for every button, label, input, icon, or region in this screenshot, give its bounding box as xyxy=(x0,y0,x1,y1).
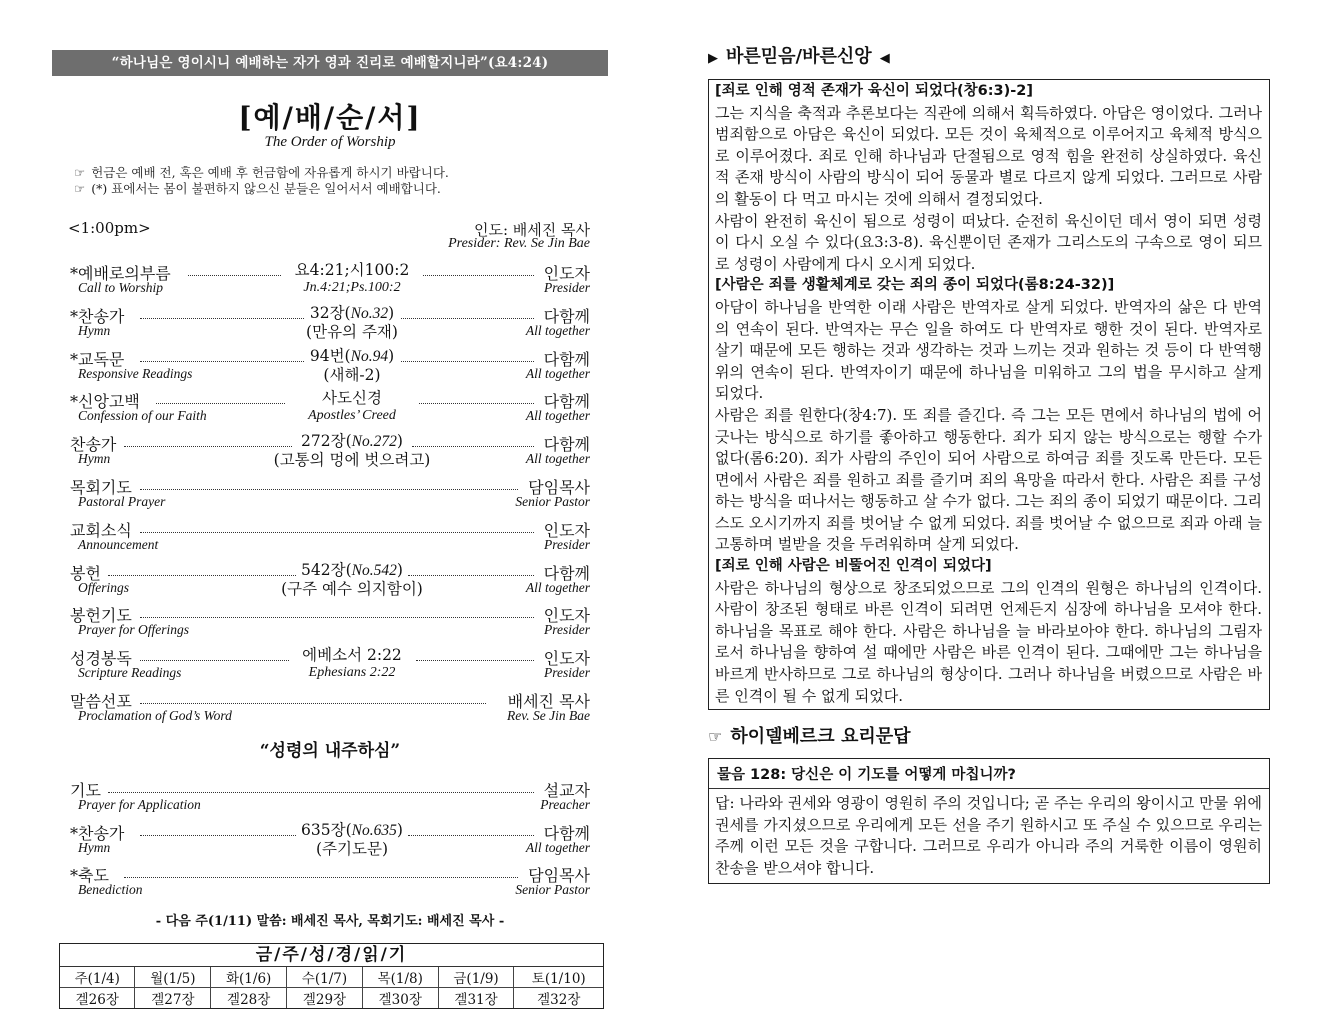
order-item-leader-english: All together xyxy=(525,579,590,595)
bulletin-right-panel xyxy=(708,44,1270,884)
worship-order-row xyxy=(52,432,608,475)
catechism-box xyxy=(708,758,1270,883)
order-item-leader-korean: 인도자 xyxy=(543,520,590,540)
reading-chapter-cell: 겔28장 xyxy=(211,988,287,1009)
order-item-detail: 에베소서 2:22 Ephesians 2:22 xyxy=(302,646,402,681)
order-item-detail: 635장(No.635) (주기도문) xyxy=(301,820,403,858)
order-item-leader-english: Presider xyxy=(544,665,590,681)
article-paragraph: 사람은 하나님의 형상으로 창조되었으므로 그의 인격의 원형은 하나님의 인격이다. 사람이 창조된 형태로 바른 인격이 되려면 언제든지 심장에 하나님을 모셔야 한다. 하나님을 목표로 해야 한다. 사람은 하나님을 늘 바라보아야 한다. 하나님의 그림자로서 하나님을 향하여 설 때에만 사람은 바른 인격이 된다. 그때에만 그는 하나님을 바르게 반사하므로 그로 하나님의 형상이다. 그러나 하나님을 버렸으므로 사람은 바른 인격이 될 수 없게 되었다. xyxy=(715,578,1262,705)
table-row xyxy=(60,967,603,988)
dotted-leader xyxy=(401,361,535,362)
worship-order-row xyxy=(52,646,608,689)
order-item-leader-english: Presider xyxy=(544,622,590,638)
dotted-leader xyxy=(124,877,518,878)
worship-order-row xyxy=(52,475,608,518)
order-item-english: Pastoral Prayer xyxy=(78,493,166,509)
order-item-leader-korean: 인도자 xyxy=(543,264,590,283)
order-item-leader-korean: 인도자 xyxy=(543,649,590,669)
reading-chapter-cell: 겔26장 xyxy=(60,988,135,1009)
order-item-english: Confession of our Faith xyxy=(78,408,207,424)
order-item-english: Proclamation of God’s Word xyxy=(78,707,232,723)
order-item-leader-korean: 다함께 xyxy=(543,349,590,369)
worship-order-row xyxy=(52,561,608,604)
dotted-leader xyxy=(108,575,296,576)
dotted-leader xyxy=(408,835,534,836)
article-paragraph: 사람이 완전히 육신이 됨으로 성령이 떠났다. 순전히 육신이던 데서 영이 되면 성령이 다시 오실 수 있다(요3:3-8). 육신뿐이던 존재가 그리스도의 구속으로 영이 되므로 성령이 사람에게 다시 오시게 되었다. xyxy=(715,211,1262,273)
worship-order-row xyxy=(52,518,608,561)
reading-day-cell: 주(1/4) xyxy=(60,967,135,988)
dotted-leader xyxy=(140,835,296,836)
catechism-answer: 답: 나라와 권세와 영광이 영원히 주의 것입니다; 곧 주는 우리의 왕이시고 만물 위에 권세를 가지셨으므로 우리에게 모든 선을 주기 원하시고 또 주실 수 있으므로 우리는 주께 이런 모든 것을 구합니다. 그러므로 우리가 아니라 주의 거룩한 이름이 영원히 찬송을 받으셔야 합니다. xyxy=(715,794,1262,877)
dotted-leader xyxy=(140,318,304,319)
order-item-leader-korean: 다함께 xyxy=(543,435,590,455)
article-paragraph: 아담이 하나님을 반역한 이래 사람은 반역자로 살게 되었다. 반역자의 삶은 다 반역의 연속이 된다. 반역자는 무슨 일을 하여도 다 반역자로 행한 것이 된다. 반역자로 살기 때문에 모든 행하는 것과 생각하는 것과 느끼는 것과 원하는 것 등이 다 반역행위의 연속이 된다. 반역자이기 때문에 하나님을 미워하고 그의 법을 무시하고 살게 되었다. xyxy=(715,297,1262,403)
service-time: <1:00pm> xyxy=(68,219,151,237)
worship-order-row xyxy=(52,778,608,821)
order-item-leader-korean: 인도자 xyxy=(543,606,590,626)
bulletin-left-panel xyxy=(52,50,608,1009)
dotted-leader xyxy=(108,792,534,793)
order-item-english: Hymn xyxy=(78,322,111,338)
catechism-question: 물음 128: 당신은 이 기도를 어떻게 마칩니까? xyxy=(709,759,1269,789)
order-item-english: Prayer for Offerings xyxy=(78,622,189,638)
order-item-korean: 봉헌 xyxy=(70,563,101,583)
order-item-leader-english: All together xyxy=(525,365,590,381)
order-item-english: Announcement xyxy=(78,536,159,552)
reading-chapter-cell: 겔32장 xyxy=(514,988,603,1009)
order-item-leader-english: Preacher xyxy=(540,796,590,812)
order-item-leader-english: Senior Pastor xyxy=(515,493,590,509)
order-item-korean: *찬송가 xyxy=(70,823,125,843)
reading-chapter-cell: 겔27장 xyxy=(135,988,211,1009)
order-item-korean: 찬송가 xyxy=(70,435,117,455)
reading-day-cell: 금(1/9) xyxy=(438,967,514,988)
worship-order-row xyxy=(52,304,608,347)
order-of-worship-list-after-sermon xyxy=(52,778,608,906)
page-subtitle: The Order of Worship xyxy=(264,134,396,150)
dotted-leader xyxy=(140,532,534,533)
notice-list xyxy=(74,165,608,197)
worship-order-row xyxy=(52,603,608,646)
order-of-worship-list xyxy=(52,261,608,732)
reading-chapter-cell: 겔29장 xyxy=(287,988,363,1009)
dotted-leader xyxy=(423,275,534,276)
dotted-leader xyxy=(419,403,534,404)
service-leader xyxy=(52,219,608,253)
reading-chapter-cell: 겔30장 xyxy=(362,988,438,1009)
order-item-detail: 32장(No.32) (만유의 주재) xyxy=(306,303,398,341)
notice-item: ☞ 헌금은 예배 전, 혹은 예배 후 헌금함에 자유롭게 하시기 바랍니다. xyxy=(74,165,449,180)
presider-korean: 인도: 배세진 목사 xyxy=(473,221,590,239)
order-item-leader-korean: 다함께 xyxy=(543,392,590,412)
order-item-detail: 272장(No.272) (고통의 멍에 벗으려고) xyxy=(273,432,431,470)
page-title: [예/배/순/서] xyxy=(238,101,422,134)
order-item-english: Prayer for Application xyxy=(78,796,201,812)
reading-day-cell: 목(1/8) xyxy=(362,967,438,988)
order-item-korean: 성경봉독 xyxy=(70,649,132,669)
catechism-heading: ☞ 하이델베르크 요리문답 xyxy=(708,726,911,748)
order-item-leader-english: Presider xyxy=(544,280,590,295)
order-item-leader-korean: 배세진 목사 xyxy=(507,691,590,711)
order-item-english: Scripture Readings xyxy=(78,665,182,681)
reading-day-cell: 월(1/5) xyxy=(135,967,211,988)
dotted-leader xyxy=(408,575,534,576)
order-item-leader-korean: 담임목사 xyxy=(528,477,590,497)
order-item-leader-korean: 다함께 xyxy=(543,563,590,583)
faith-article-box xyxy=(708,79,1270,710)
next-week-notice: - 다음 주(1/11) 말씀: 배세진 목사, 목회기도: 배세진 목사 - xyxy=(155,914,505,930)
dotted-leader xyxy=(412,446,534,447)
bible-reading-title: 금/주/성/경/읽/기 xyxy=(60,944,603,967)
left-arrow-icon: ◀ xyxy=(879,51,890,66)
sermon-title: “성령의 내주하심” xyxy=(259,740,401,761)
order-item-english: Hymn xyxy=(78,839,111,855)
worship-order-row xyxy=(52,347,608,390)
order-item-detail: 94번(No.94) (새해-2) xyxy=(309,346,395,384)
order-item-korean: *예배로의부름 xyxy=(70,264,171,283)
dotted-leader xyxy=(140,660,289,661)
dotted-leader xyxy=(140,361,304,362)
article-section-heading: [죄로 인해 사람은 비뚤어진 인격이 되었다] xyxy=(715,558,992,575)
dotted-leader xyxy=(140,617,534,618)
order-item-leader-english: Rev. Se Jin Bae xyxy=(507,707,590,723)
order-item-leader-english: All together xyxy=(525,408,590,424)
article-paragraph: 그는 지식을 축적과 추론보다는 직관에 의해서 획득하였다. 아담은 영이었다. 그러나 범죄함으로 아담은 육신이 되었다. 모든 것이 육체적으로 이루어지고 육체적 방식으로 이루어졌다. 죄로 인해 하나님과 단절됨으로 영적 힘을 완전히 상실하였다. 육신적 존재 방식이 사람의 방식이 되어 동물과 별로 다르지 않게 되었다. 그러므로 사람의 활동이 다 먹고 마시는 것에 의해서 결정되었다. xyxy=(715,103,1262,208)
order-item-leader-korean: 다함께 xyxy=(543,823,590,843)
order-item-korean: 봉헌기도 xyxy=(70,606,132,626)
order-item-detail: 사도신경 Apostles’ Creed xyxy=(308,389,396,424)
reading-day-cell: 토(1/10) xyxy=(514,967,603,988)
dotted-leader xyxy=(188,275,281,276)
worship-order-row xyxy=(52,261,608,304)
order-item-english: Offerings xyxy=(78,579,130,595)
order-item-leader-english: All together xyxy=(525,451,590,467)
worship-order-row xyxy=(52,821,608,864)
article-section-heading: [죄로 인해 영적 존재가 육신이 되었다(창6:3)-2] xyxy=(715,83,1033,99)
reading-day-cell: 화(1/6) xyxy=(211,967,287,988)
notice-item: ☞ (*) 표에서는 몸이 불편하지 않으신 분들은 일어서서 예배합니다. xyxy=(74,181,441,196)
scripture-banner: “하나님은 영이시니 예배하는 자가 영과 진리로 예배할지니라”(요4:24) xyxy=(52,50,608,76)
order-item-leader-korean: 다함께 xyxy=(543,306,590,326)
reading-chapter-cell: 겔31장 xyxy=(438,988,514,1009)
worship-order-row xyxy=(52,689,608,732)
order-item-detail: 요4:21;시100:2 Jn.4:21;Ps.100:2 xyxy=(294,261,410,295)
order-item-leader-english: All together xyxy=(525,322,590,338)
order-item-leader-english: All together xyxy=(525,839,590,855)
order-item-korean: *교독문 xyxy=(70,349,125,369)
dotted-leader xyxy=(140,703,486,704)
dotted-leader xyxy=(124,446,292,447)
pointing-hand-icon: ☞ xyxy=(708,727,723,747)
worship-order-row xyxy=(52,389,608,432)
order-item-english: Benediction xyxy=(78,882,143,898)
order-item-english: Responsive Readings xyxy=(78,365,193,381)
right-arrow-icon: ▶ xyxy=(708,51,718,66)
article-section-heading: [사람은 죄를 생활체계로 갖는 죄의 종이 되었다(롬8:24-32)] xyxy=(715,277,1115,294)
order-item-english: Call to Worship xyxy=(78,280,164,295)
weekly-bible-reading xyxy=(59,943,604,1009)
presider-english: Presider: Rev. Se Jin Bae xyxy=(448,236,590,251)
table-row xyxy=(60,988,603,1009)
worship-order-row xyxy=(52,863,608,906)
dotted-leader xyxy=(140,489,518,490)
dotted-leader xyxy=(156,403,285,404)
order-item-korean: *축도 xyxy=(70,866,109,886)
reading-day-cell: 수(1/7) xyxy=(287,967,363,988)
order-item-korean: 교회소식 xyxy=(70,520,132,540)
article-paragraph: 사람은 죄를 원한다(창4:7). 또 죄를 즐긴다. 즉 그는 모든 면에서 하나님의 법에 어긋나는 방식으로 하기를 좋아하고 행동한다. 죄가 되지 않는 방식으로는 행할 수가 없다(롬6:20). 죄가 사람의 주인이 되어 사람으로 하여금 죄를 짓도록 만든다. 모든 면에서 사람은 죄를 원하고 죄를 즐기며 죄의 욕망을 따라서 한다. 사람은 죄를 구성하는 방식을 떠나서는 행동하고 살 수가 없다. 그는 죄의 종이 되었기 때문이다. 그리스도 오시기까지 죄를 벗어날 수 없게 되었다. 죄를 벗어날 수 없으므로 죄과 아래 늘 고통하며 벌받을 것을 두려워하며 살게 되었다. xyxy=(715,405,1262,554)
right-heading: ▶ 바른믿음/바른신앙 ◀ xyxy=(708,46,890,67)
pointing-hand-icon: ☞ xyxy=(74,165,86,180)
order-item-detail: 542장(No.542) (구주 예수 의지함이) xyxy=(281,560,423,598)
order-item-korean: 말씀선포 xyxy=(70,691,132,711)
order-item-english: Hymn xyxy=(78,451,111,467)
order-item-leader-korean: 담임목사 xyxy=(528,866,590,886)
order-item-korean: *찬송가 xyxy=(70,306,125,326)
order-item-korean: *신앙고백 xyxy=(70,392,140,412)
order-item-leader-english: Senior Pastor xyxy=(515,882,590,898)
dotted-leader xyxy=(416,660,535,661)
order-item-leader-korean: 설교자 xyxy=(543,780,590,800)
order-item-korean: 목회기도 xyxy=(70,477,132,497)
order-item-leader-english: Presider xyxy=(544,536,590,552)
dotted-leader xyxy=(401,318,535,319)
bible-reading-table xyxy=(60,967,603,1008)
pointing-hand-icon: ☞ xyxy=(74,181,86,196)
order-item-korean: 기도 xyxy=(70,780,101,800)
